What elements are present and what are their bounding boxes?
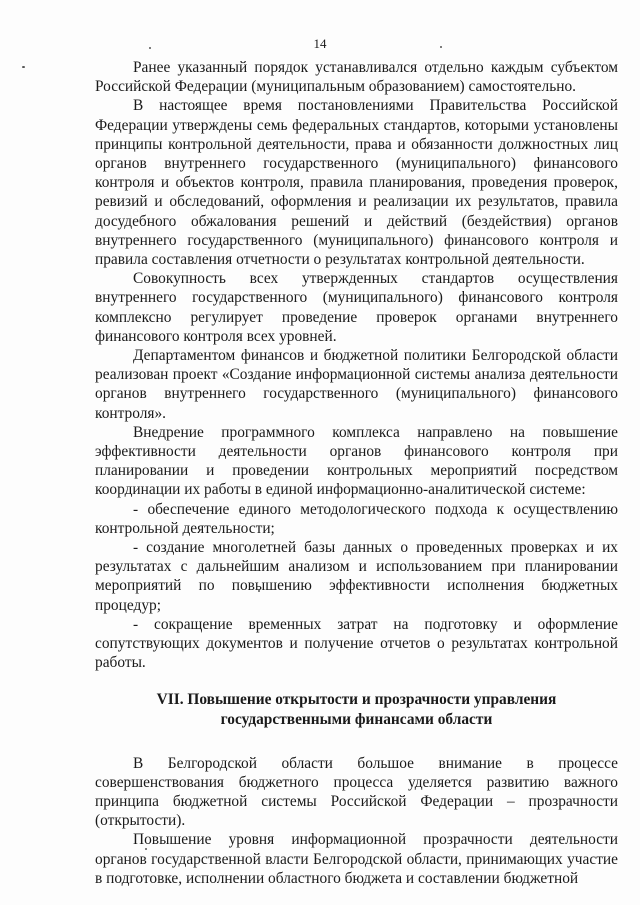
paragraph: Совокупность всех утвержденных стандартов осуществления внутреннего государственного (муниципального) финансового контроля комплексно регулирует проведение проверок органами внутреннего финансового контроля всех уровней. (95, 270, 618, 345)
list-item: - создание многолетней базы данных о проведенных проверках и их результатах с дальнейшим анализом и использованием при планировании мероприятий по повышению эффективности исполнения бюджетных процедур; (95, 539, 618, 614)
section-heading-line: государственными финансами области (220, 710, 493, 728)
list-item: - сокращение временных затрат на подготовку и оформление сопутствующих документов и получение отчетов о результатах контрольной работы. (95, 615, 618, 672)
paragraph: Повышение уровня информационной прозрачности деятельности органов государственной власти Белгородской области, принимающих участие в подготовке, исполнении областного бюджета и составлении бюджетной (95, 831, 618, 887)
page-number: 14 (313, 36, 327, 51)
document-body (95, 58, 618, 888)
scan-speck (149, 47, 151, 49)
paragraph: Внедрение программного комплекса направлено на повышение эффективности деятельности органов финансового контроля при планировании и проведении контрольных мероприятий посредством координации их работы в единой информационно-аналитической системе: (95, 423, 618, 499)
scan-speck (22, 66, 25, 68)
paragraph: В настоящее время постановлениями Правительства Российской Федерации утверждены семь федеральных стандартов, которыми установлены принципы контрольной деятельности, права и обязанности должностных лиц органов внутреннего государственного (муниципального) финансового контроля и объектов контроля, правила планирования, проведения проверок, ревизий и обследований, оформления и реализации их результатов, правила досудебного обжалования решений и действий (бездействия) органов внутреннего государственного (муниципального) финансового контроля и правила составления отчетности о результатах контрольной деятельности. (95, 97, 618, 269)
paragraph: Ранее указанный порядок устанавливался отдельно каждым субъектом Российской Федерации (муниципальным образованием) самостоятельно. (95, 59, 618, 96)
list-item: - обеспечение единого методологического подхода к осуществлению контрольной деятельности; (95, 500, 618, 537)
paragraph: В Белгородской области большое внимание в процессе совершенствования бюджетного процесса уделяется развитию важного принципа бюджетной системы Российской Федерации – прозрачности (открытости). (95, 754, 618, 830)
scan-speck (440, 46, 442, 48)
paragraph: Департаментом финансов и бюджетной политики Белгородской области реализован проект «Создание информационной системы анализа деятельности органов внутреннего государственного (муниципального) финансового контроля». (95, 347, 618, 422)
section-heading-line: VII. Повышение открытости и прозрачности управления (156, 690, 557, 708)
section-heading (95, 690, 618, 730)
